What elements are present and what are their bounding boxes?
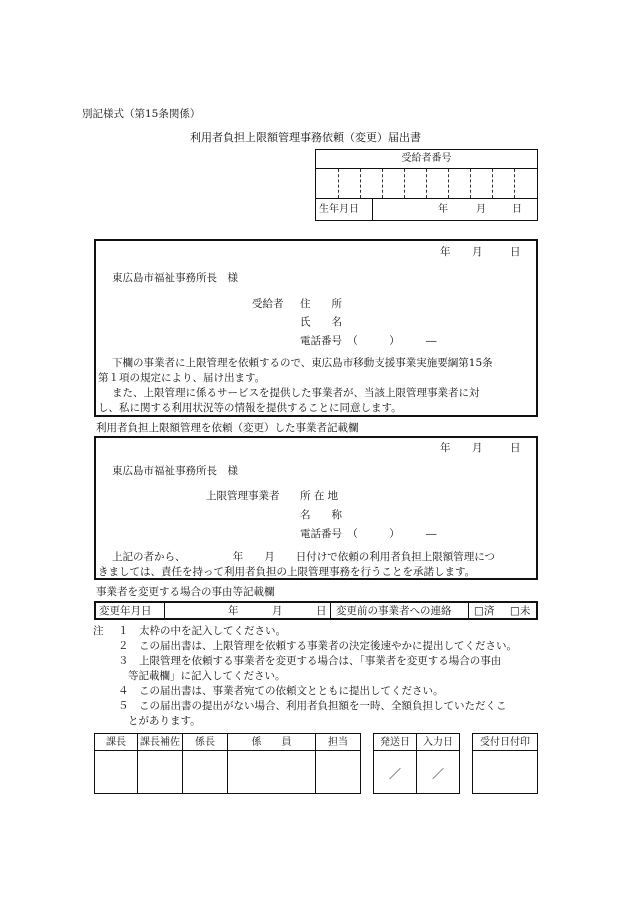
request-month-unit: 月 — [472, 246, 483, 258]
provider-label: 上限管理事業者 — [206, 490, 280, 502]
reception-stamp-cell[interactable] — [472, 750, 538, 794]
office-col-header: 課長補佐 — [140, 737, 180, 748]
provider-location-label: 所 在 地 — [300, 490, 339, 502]
slash-mark: ／ — [388, 767, 401, 781]
applicant-address-label: 住 所 — [300, 298, 342, 310]
change-date-label: 変更年月日 — [99, 605, 152, 617]
provider-day-unit: 日 — [510, 442, 521, 454]
request-year-unit: 年 — [440, 246, 451, 258]
applicant-name-label: 氏 名 — [300, 316, 342, 328]
applicant-phone-label: 電話番号 （ ） ― — [300, 335, 437, 347]
birth-month-unit: 月 — [476, 204, 486, 215]
change-section-title: 事業者を変更する場合の事由等記載欄 — [96, 586, 275, 598]
recipient-number-label: 受給者番号 — [401, 153, 452, 164]
office-col-header: 担当 — [328, 737, 348, 748]
birth-date-label: 生年月日 — [319, 204, 359, 215]
note-number: ５ — [118, 700, 129, 712]
provider-box — [94, 436, 538, 580]
note-number: １ — [118, 625, 129, 637]
sent-date-cell[interactable] — [373, 750, 417, 794]
birth-year-unit: 年 — [438, 204, 448, 215]
sent-date-label: 発送日 — [380, 737, 410, 748]
birth-day-unit: 日 — [512, 204, 522, 215]
provider-addressee: 東広島市福祉事務所長 様 — [112, 465, 238, 477]
note-text: この届出書は、事業者宛ての依頼文とともに提出してください。 — [139, 685, 444, 697]
change-day-unit: 日 — [316, 605, 327, 617]
note-text: 上限管理を依頼する事業者を変更する場合は、「事業者を変更する場合の事由 — [139, 655, 502, 667]
contact-not-done-checkbox[interactable]: □未 — [510, 605, 531, 617]
stamp-cell[interactable] — [94, 750, 138, 794]
note-text: 太枠の中を記入してください。 — [139, 625, 286, 637]
input-date-cell[interactable] — [416, 750, 460, 794]
request-box — [94, 239, 538, 417]
note-text: この届出書は、上限管理を依頼する事業者の決定後速やかに提出してください。 — [139, 640, 517, 652]
change-month-unit: 月 — [272, 605, 283, 617]
change-row — [94, 601, 538, 620]
request-paragraph-1b: 第１項の規定により、届け出ます。 — [98, 372, 266, 384]
stamp-cell[interactable] — [182, 750, 228, 794]
applicant-label: 受給者 — [252, 298, 284, 310]
note-text-continued: とがあります。 — [128, 715, 201, 727]
reception-stamp-label: 受付日付印 — [480, 737, 530, 748]
stamp-cell[interactable] — [315, 750, 361, 794]
page-title: 利用者負担上限額管理事務依頼（変更）届出書 — [190, 131, 421, 144]
request-paragraph-1a: 下欄の事業者に上限管理を依頼するので、東広島市移動支援事業実施要綱第15条 — [112, 357, 493, 369]
change-year-unit: 年 — [228, 605, 239, 617]
provider-paragraph-a: 上記の者から、 年 月 日付けで依頼の利用者負担上限額管理につ — [112, 551, 496, 563]
provider-paragraph-b: きましては、責任を持って利用者負担の上限管理事務を行うことを承諾します。 — [98, 566, 476, 578]
form-number: 別記様式（第15条関係） — [82, 108, 201, 120]
request-day-unit: 日 — [510, 246, 521, 258]
note-number: ４ — [118, 685, 129, 697]
provider-section-title: 利用者負担上限額管理を依頼（変更）した事業者記載欄 — [96, 422, 359, 434]
previous-provider-contact-label: 変更前の事業者への連絡 — [336, 605, 452, 617]
office-col-header: 課長 — [106, 737, 126, 748]
office-col-header: 係 員 — [251, 737, 292, 748]
recipient-number-box — [315, 149, 538, 221]
stamp-cell[interactable] — [227, 750, 316, 794]
note-number: ３ — [118, 655, 129, 667]
provider-name-label: 名 称 — [300, 509, 342, 521]
notes-head: 注 — [93, 625, 104, 637]
stamp-cell[interactable] — [137, 750, 183, 794]
request-paragraph-2a: また、上限管理に係るサービスを提供した事業者が、当該上限管理事業者に対 — [112, 387, 480, 399]
slash-mark: ／ — [431, 767, 444, 781]
provider-phone-label: 電話番号 （ ） ― — [300, 528, 437, 540]
input-date-label: 入力日 — [423, 737, 453, 748]
note-text-continued: 等記載欄」に記入してください。 — [128, 670, 286, 682]
contact-done-checkbox[interactable]: □済 — [474, 605, 495, 617]
note-text: この届出書の提出がない場合、利用者負担額を一時、全額負担していただくこ — [139, 700, 507, 712]
request-addressee: 東広島市福祉事務所長 様 — [112, 272, 238, 284]
office-col-header: 係長 — [195, 737, 215, 748]
note-number: ２ — [118, 640, 129, 652]
provider-year-unit: 年 — [440, 442, 451, 454]
provider-month-unit: 月 — [472, 442, 483, 454]
request-paragraph-2b: し、私に関する利用状況等の情報を提供することに同意します。 — [98, 402, 402, 414]
